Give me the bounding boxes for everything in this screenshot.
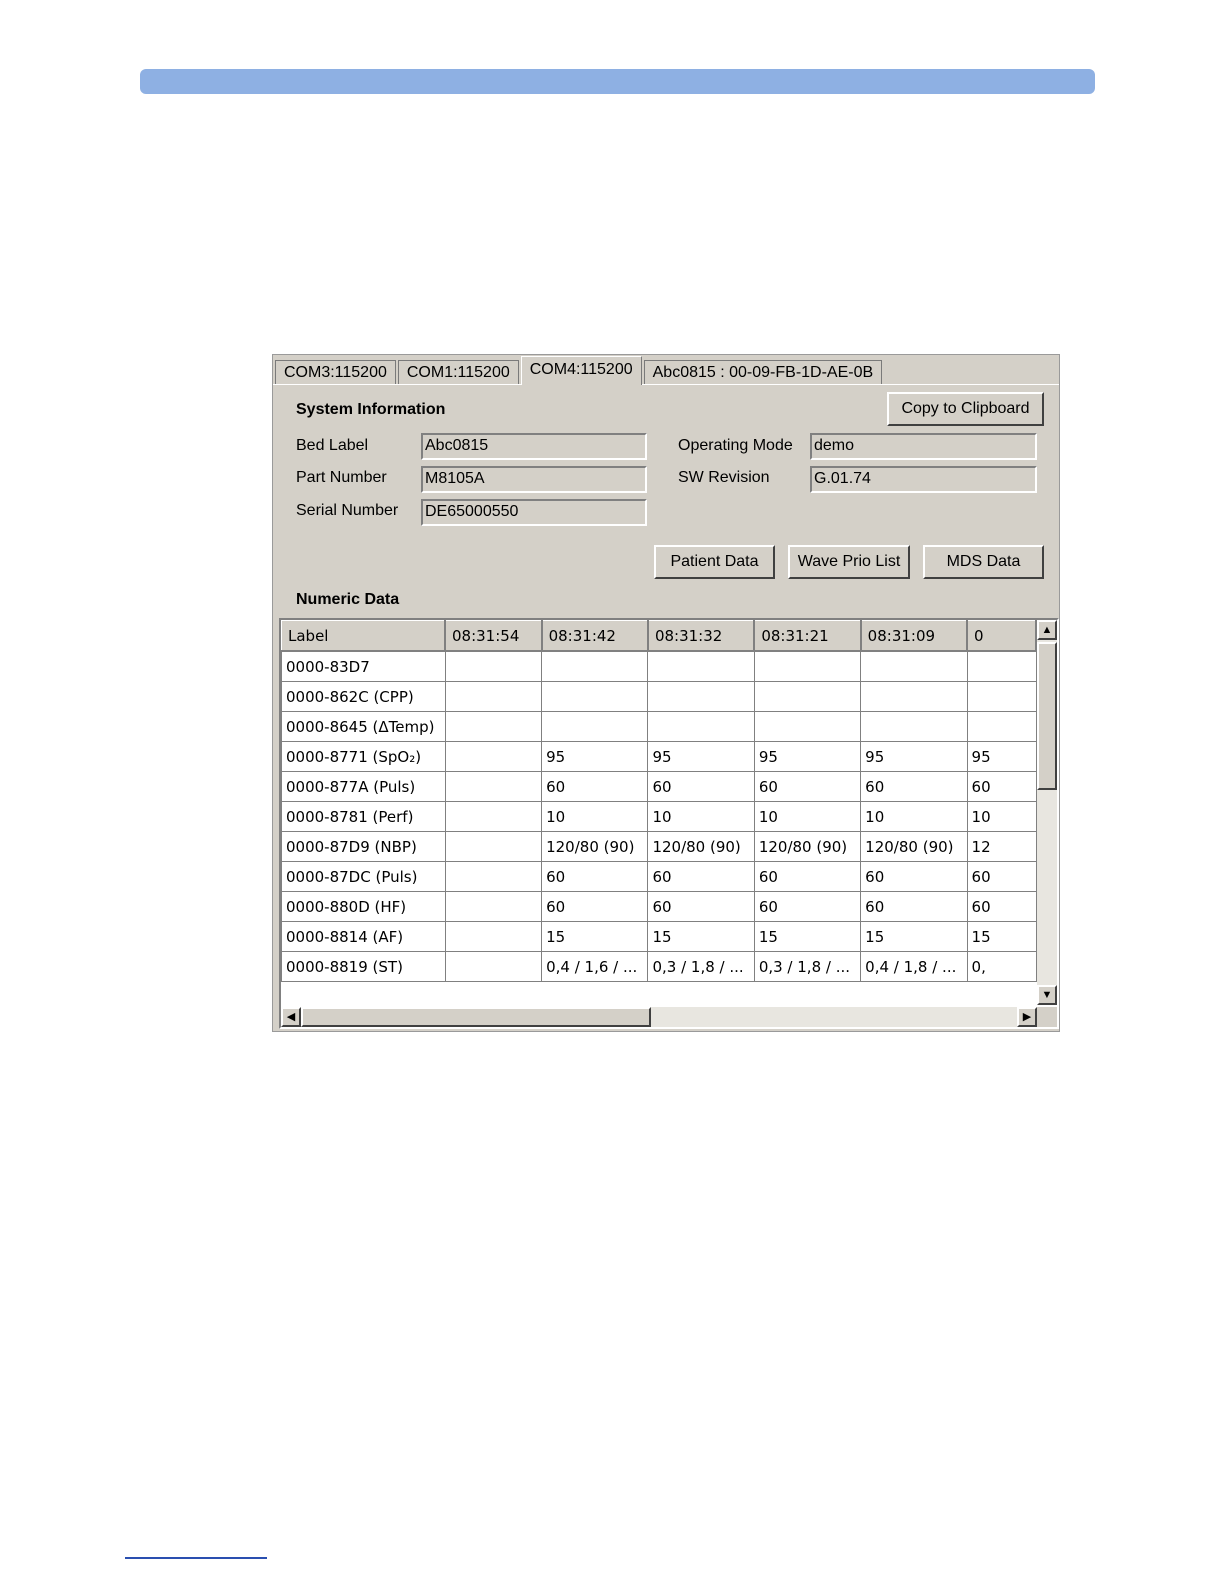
horizontal-scroll-thumb[interactable] [301, 1007, 651, 1027]
value-cell[interactable]: 60 [754, 892, 860, 922]
value-cell[interactable] [754, 651, 860, 682]
numeric-data-grid [279, 618, 1059, 1029]
row-label-cell[interactable]: 0000-8814 (AF) [282, 922, 446, 952]
value-cell[interactable] [445, 892, 542, 922]
value-cell[interactable] [648, 651, 754, 682]
value-cell[interactable]: 60 [754, 862, 860, 892]
value-cell[interactable]: 95 [967, 742, 1036, 772]
column-header[interactable]: 08:31:42 [542, 621, 648, 652]
bed-label-label: Bed Label [296, 437, 369, 454]
operating-mode-label: Operating Mode [678, 437, 793, 454]
value-cell[interactable] [542, 651, 648, 682]
vertical-scrollbar[interactable] [1037, 620, 1057, 1005]
value-cell[interactable]: 10 [861, 802, 967, 832]
tab-com4[interactable]: COM4:115200 [521, 356, 642, 385]
value-cell[interactable] [445, 922, 542, 952]
value-cell[interactable] [754, 712, 860, 742]
value-cell[interactable]: 10 [754, 802, 860, 832]
serial-number-field[interactable]: DE65000550 [421, 499, 647, 526]
value-cell[interactable] [445, 742, 542, 772]
row-label-cell[interactable]: 0000-87D9 (NBP) [282, 832, 446, 862]
value-cell[interactable]: 60 [542, 772, 648, 802]
patient-data-button[interactable]: Patient Data [654, 545, 775, 579]
numeric-data-table [281, 620, 1037, 982]
row-label-cell[interactable]: 0000-83D7 [282, 651, 446, 682]
value-cell[interactable] [648, 682, 754, 712]
table-row[interactable] [282, 712, 1037, 742]
value-cell[interactable]: 95 [648, 742, 754, 772]
table-header-row [282, 621, 1037, 652]
scroll-up-arrow-icon[interactable]: ▲ [1037, 620, 1057, 640]
value-cell[interactable] [445, 682, 542, 712]
value-cell[interactable] [445, 651, 542, 682]
footer-rule [125, 1557, 267, 1559]
value-cell[interactable]: 0, [967, 952, 1036, 982]
row-label-cell[interactable]: 0000-8771 (SpO₂) [282, 742, 446, 772]
numeric-data-title: Numeric Data [296, 591, 400, 608]
value-cell[interactable] [967, 712, 1036, 742]
table-row[interactable] [282, 682, 1037, 712]
value-cell[interactable]: 10 [967, 802, 1036, 832]
value-cell[interactable]: 120/80 (90) [648, 832, 754, 862]
value-cell[interactable]: 120/80 (90) [754, 832, 860, 862]
value-cell[interactable] [754, 682, 860, 712]
value-cell[interactable]: 60 [861, 862, 967, 892]
table-row[interactable] [282, 802, 1037, 832]
row-label-cell[interactable]: 0000-8645 (ΔTemp) [282, 712, 446, 742]
value-cell[interactable]: 0,4 / 1,8 / ... [861, 952, 967, 982]
value-cell[interactable] [648, 712, 754, 742]
table-row[interactable] [282, 922, 1037, 952]
value-cell[interactable]: 0,3 / 1,8 / ... [754, 952, 860, 982]
column-header[interactable]: 08:31:09 [861, 621, 967, 652]
value-cell[interactable] [445, 802, 542, 832]
value-cell[interactable]: 15 [754, 922, 860, 952]
value-cell[interactable] [967, 651, 1036, 682]
value-cell[interactable] [861, 651, 967, 682]
value-cell[interactable]: 0,4 / 1,6 / ... [542, 952, 648, 982]
part-number-field[interactable]: M8105A [421, 466, 647, 493]
value-cell[interactable] [445, 862, 542, 892]
value-cell[interactable] [542, 682, 648, 712]
column-header[interactable]: 0 [967, 621, 1036, 652]
value-cell[interactable]: 60 [967, 862, 1036, 892]
scrollbar-corner [1037, 1007, 1057, 1027]
column-header[interactable]: Label [282, 621, 446, 652]
value-cell[interactable]: 10 [542, 802, 648, 832]
value-cell[interactable]: 12 [967, 832, 1036, 862]
table-row[interactable] [282, 651, 1037, 682]
mds-data-button[interactable]: MDS Data [923, 545, 1044, 579]
sw-revision-field[interactable]: G.01.74 [810, 466, 1037, 493]
bed-label-field[interactable]: Abc0815 [421, 433, 647, 460]
scroll-right-arrow-icon[interactable]: ▶ [1017, 1007, 1037, 1027]
part-number-label: Part Number [296, 469, 387, 486]
table-row[interactable] [282, 952, 1037, 982]
value-cell[interactable] [542, 712, 648, 742]
vertical-scroll-thumb[interactable] [1037, 642, 1057, 790]
value-cell[interactable]: 60 [648, 892, 754, 922]
value-cell[interactable]: 95 [542, 742, 648, 772]
row-label-cell[interactable]: 0000-87DC (Puls) [282, 862, 446, 892]
table-row[interactable] [282, 742, 1037, 772]
row-label-cell[interactable]: 0000-862C (CPP) [282, 682, 446, 712]
table-row[interactable] [282, 862, 1037, 892]
value-cell[interactable] [861, 682, 967, 712]
sw-revision-label: SW Revision [678, 469, 770, 486]
value-cell[interactable]: 15 [648, 922, 754, 952]
value-cell[interactable] [445, 952, 542, 982]
value-cell[interactable]: 95 [754, 742, 860, 772]
value-cell[interactable]: 60 [542, 892, 648, 922]
column-header[interactable]: 08:31:32 [648, 621, 754, 652]
value-cell[interactable]: 60 [967, 772, 1036, 802]
value-cell[interactable] [967, 682, 1036, 712]
operating-mode-field[interactable]: demo [810, 433, 1037, 460]
wave-prio-list-button[interactable]: Wave Prio List [788, 545, 910, 579]
table-row[interactable] [282, 832, 1037, 862]
row-label-cell[interactable]: 0000-8781 (Perf) [282, 802, 446, 832]
value-cell[interactable]: 60 [648, 862, 754, 892]
tab-divider [273, 384, 1059, 385]
tab-com1[interactable]: COM1:115200 [398, 360, 519, 385]
tab-abc0815[interactable]: Abc0815 : 00-09-FB-1D-AE-0B [644, 360, 883, 385]
value-cell[interactable]: 95 [861, 742, 967, 772]
value-cell[interactable]: 15 [967, 922, 1036, 952]
value-cell[interactable]: 60 [754, 772, 860, 802]
data-export-window [272, 354, 1060, 1032]
tab-com3[interactable]: COM3:115200 [275, 360, 396, 385]
serial-number-label: Serial Number [296, 502, 399, 519]
row-label-cell[interactable]: 0000-880D (HF) [282, 892, 446, 922]
value-cell[interactable] [445, 712, 542, 742]
value-cell[interactable]: 60 [861, 772, 967, 802]
numeric-data-viewport [281, 620, 1037, 1005]
copy-to-clipboard-button[interactable]: Copy to Clipboard [887, 392, 1044, 426]
value-cell[interactable]: 120/80 (90) [861, 832, 967, 862]
page-header-bar [140, 69, 1095, 94]
row-label-cell[interactable]: 0000-8819 (ST) [282, 952, 446, 982]
value-cell[interactable] [445, 832, 542, 862]
scroll-left-arrow-icon[interactable]: ◀ [281, 1007, 301, 1027]
scroll-down-arrow-icon[interactable]: ▼ [1037, 985, 1057, 1005]
row-label-cell[interactable]: 0000-877A (Puls) [282, 772, 446, 802]
value-cell[interactable] [861, 712, 967, 742]
value-cell[interactable]: 60 [542, 862, 648, 892]
column-header[interactable]: 08:31:54 [445, 621, 542, 652]
value-cell[interactable]: 60 [648, 772, 754, 802]
value-cell[interactable]: 60 [861, 892, 967, 922]
column-header[interactable]: 08:31:21 [754, 621, 860, 652]
value-cell[interactable]: 10 [648, 802, 754, 832]
value-cell[interactable]: 60 [967, 892, 1036, 922]
value-cell[interactable]: 15 [861, 922, 967, 952]
value-cell[interactable]: 0,3 / 1,8 / ... [648, 952, 754, 982]
value-cell[interactable]: 120/80 (90) [542, 832, 648, 862]
table-row[interactable] [282, 772, 1037, 802]
value-cell[interactable] [445, 772, 542, 802]
horizontal-scrollbar[interactable] [281, 1007, 1037, 1027]
connection-tabs [275, 357, 884, 385]
value-cell[interactable]: 15 [542, 922, 648, 952]
table-row[interactable] [282, 892, 1037, 922]
system-information-title: System Information [296, 401, 446, 418]
